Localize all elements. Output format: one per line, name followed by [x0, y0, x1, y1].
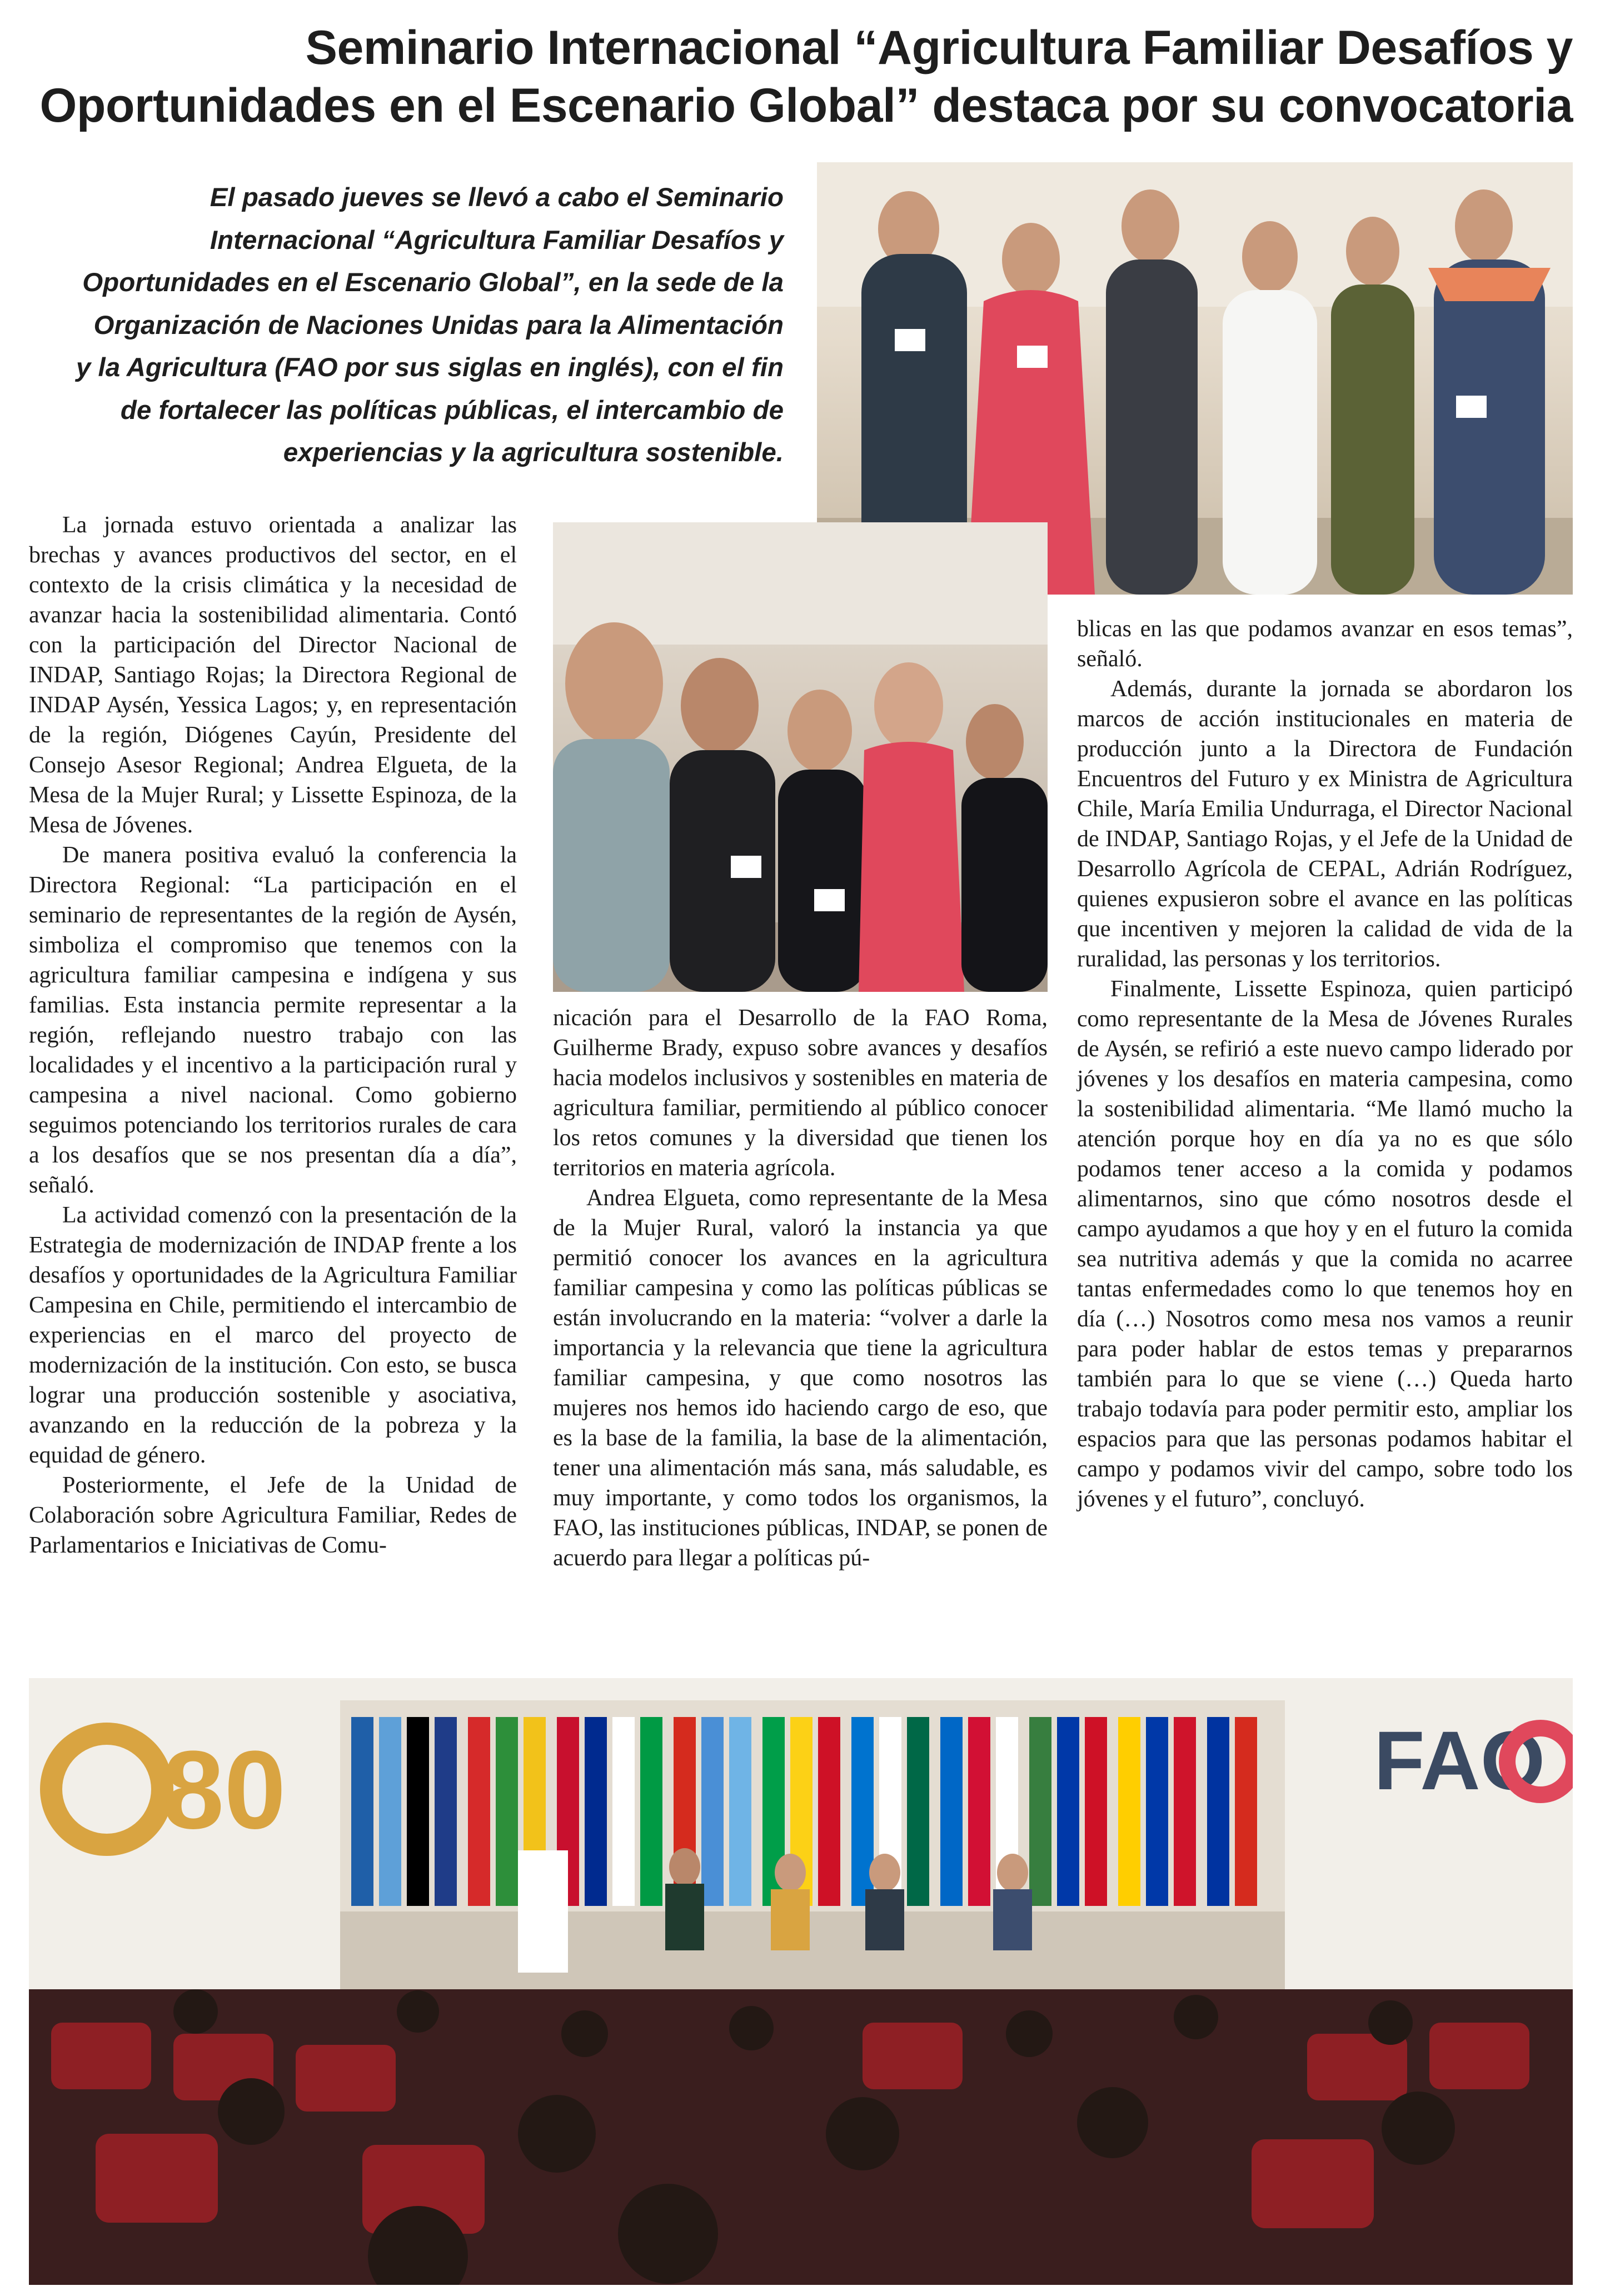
- lead-line: y la Agricultura (FAO por sus siglas en inglés), con el fin: [76, 353, 784, 382]
- lead-line: experiencias y la agricultura sostenible.: [283, 438, 784, 467]
- paragraph: blicas en las que podamos avanzar en esos temas”, señaló.: [1077, 616, 1573, 672]
- lead-line: Oportunidades en el Escenario Global”, en la sede de la: [82, 268, 784, 297]
- paragraph: Andrea Elgueta, como representante de la Mesa de la Mujer Rural, valoró la instancia ya que permitió conocer los avances en la agricultura familiar campesina y como las políticas públicas se están involucrando en la materia: “volver a darle la importancia y la relevancia que tiene la agricultura familiar campesina, y que como nosotros las mujeres nos hemos ido haciendo cargo de eso, que es la base de la familia, la base de la alimentación, tener una alimentación más sana, más saludable, es muy importante, y como todos los organismos, la FAO, las instituciones públicas, INDAP, se ponen de acuerdo para llegar a políticas pú-: [553, 1185, 1048, 1571]
- lead-paragraph: [33, 177, 784, 475]
- paragraph: De manera positiva evaluó la conferencia la Directora Regional: “La participación en el seminario de representantes de la región de Aysén, simboliza el compromiso que tenemos con la agricultura familiar campesina e indígena y sus familias. Esta instancia permite representar a la región, reflejando nuestro trabajo con las localidades y el incentivo a la participación rural y campesina a nivel nacional. Como gobierno seguimos potenciando los territorios rurales de cara a los desafíos que se nos presentan día a día”, señaló.: [29, 842, 517, 1198]
- lead-line: Organización de Naciones Unidas para la Alimentación: [93, 310, 784, 340]
- paragraph: Posteriormente, el Jefe de la Unidad de Colaboración sobre Agricultura Familiar, Redes de Parlamentarios e Iniciativas de Comu-: [29, 1473, 517, 1558]
- lead-line: de fortalecer las políticas públicas, el intercambio de: [120, 395, 784, 425]
- paragraph: Además, durante la jornada se abordaron los marcos de acción institucionales en materia de producción junto a la Directora de Fundación Encuentros del Futuro y ex Ministra de Agricultura Chile, María Emilia Undurraga, el Director Nacional de INDAP, Santiago Rojas, y el Jefe de la Unidad de Desarrollo Agrícola de CEPAL, Adrián Rodríguez, quienes expusieron sobre el avance en las políticas que incentiven y mejoren la calidad de vida de la ruralidad, las personas y los territorios.: [1077, 676, 1573, 972]
- selfie-photo-five-people: [553, 522, 1048, 992]
- auditorium-panel-photo: [29, 1678, 1573, 2285]
- selfie-photo-five-people-drawing: [553, 522, 1048, 992]
- headline: [22, 19, 1573, 134]
- article-column-2: [553, 1003, 1048, 1573]
- paragraph: La jornada estuvo orientada a analizar las brechas y avances productivos del sector, en el contexto de la crisis climática y la necesidad de avanzar hacia la sostenibilidad alimentaria. Contó con la participación del Director Nacional de INDAP, Santiago Rojas; la Directora Regional de INDAP Aysén, Yessica Lagos; y, en representación de la región, Diógenes Cayún, Presidente del Consejo Asesor Regional; Andrea Elgueta, de la Mesa de la Mujer Rural; y Lissette Espinoza, de la Mesa de Jóvenes.: [29, 512, 517, 838]
- paragraph: Finalmente, Lissette Espinoza, quien participó como representante de la Mesa de Jóvenes Rurales de Aysén, se refirió a este nuevo campo liderado por jóvenes y los desafíos en materia campesina, como la sostenibilidad alimentaria. “Me llamó mucho la atención porque hoy en día ya no es que sólo podamos tener acceso a la comida y podamos alimentarnos, sino que cómo nosotros desde el campo ayudamos a que hoy y en el futuro la comida sea nutritiva además y que la comida no acarree tantas enfermedades como lo que tenemos hoy en día (…) Nosotros como mesa nos vamos a reunir para poder hablar de estos temas y prepararnos también para lo que se viene (…) Queda harto trabajo todavía para poder permitir esto, ampliar los espacios para que las personas podamos habitar el campo y podamos vivir del campo, sobre todo los jóvenes y el futuro”, concluyó.: [1077, 976, 1573, 1512]
- anniversary-number: 80: [162, 1728, 286, 1852]
- fao-sign: FAO: [1374, 1714, 1546, 1807]
- article-column-1: [29, 510, 517, 1560]
- auditorium-panel-photo-drawing: [29, 1678, 1573, 2285]
- article-column-3: [1077, 614, 1573, 1514]
- paragraph: nicación para el Desarrollo de la FAO Roma, Guilherme Brady, expuso sobre avances y desafíos hacia modelos inclusivos y sostenibles en materia de agricultura familiar, permitiendo al público conocer los retos comunes y la diversidad que tienen los territorios en materia agrícola.: [553, 1005, 1048, 1181]
- headline-line-2: Oportunidades en el Escenario Global” destaca por su convocatoria: [39, 79, 1573, 132]
- lead-line: Internacional “Agricultura Familiar Desafíos y: [210, 225, 784, 255]
- headline-line-1: Seminario Internacional “Agricultura Familiar Desafíos y: [305, 21, 1573, 74]
- lead-line: El pasado jueves se llevó a cabo el Seminario: [210, 183, 784, 212]
- paragraph: La actividad comenzó con la presentación de la Estrategia de modernización de INDAP frente a los desafíos y oportunidades de la Agricultura Familiar Campesina en Chile, permitiendo el intercambio de experiencias en el marco del proyecto de modernización de la institución. Con esto, se busca lograr una producción sostenible y asociativa, avanzando en la reducción de la pobreza y la equidad de género.: [29, 1202, 517, 1468]
